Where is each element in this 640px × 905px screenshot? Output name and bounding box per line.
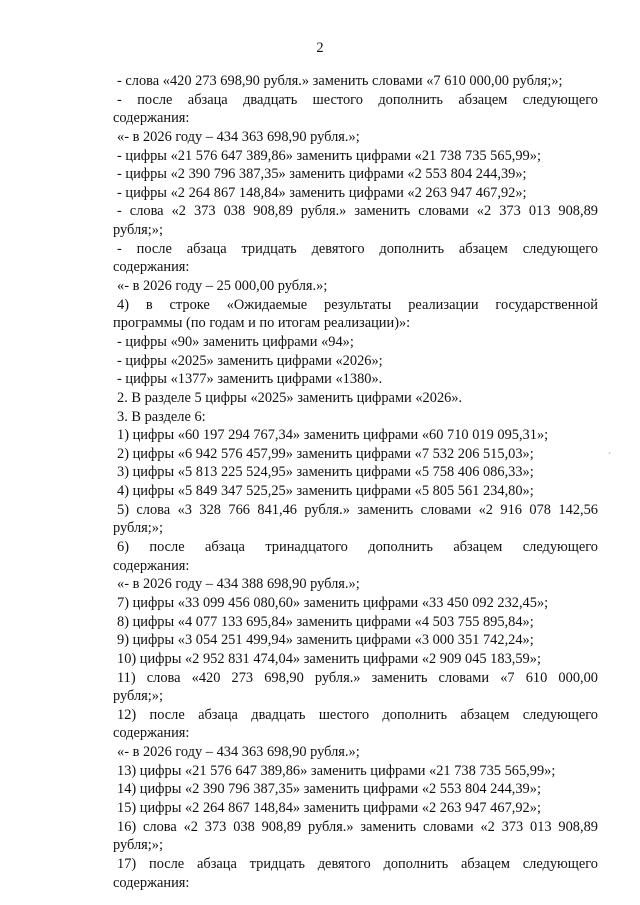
text-line: рубля;»;: [113, 688, 163, 705]
text-line: содержания:: [113, 725, 190, 742]
text-line: 2) цифры «6 942 576 457,99» заменить цифрами «7 532 206 515,03»;: [117, 445, 534, 462]
text-line: «- в 2026 году – 434 363 698,90 рубля.»;: [117, 744, 360, 761]
text-line: - цифры «21 576 647 389,86» заменить цифрами «21 738 735 565,99»;: [117, 147, 541, 164]
document-body: [113, 72, 598, 892]
text-line: 10) цифры «2 952 831 474,04» заменить цифрами «2 909 045 183,59»;: [117, 650, 541, 667]
text-line: рубля;»;: [113, 837, 163, 854]
text-line: рубля;»;: [113, 222, 163, 239]
text-line: - цифры «2 264 867 148,84» заменить цифрами «2 263 947 467,92»;: [117, 184, 527, 201]
text-line: - цифры «2025» заменить цифрами «2026»;: [117, 352, 383, 369]
text-line: 4) в строке «Ожидаемые результаты реализации государственной: [117, 296, 598, 313]
text-line: 2. В разделе 5 цифры «2025» заменить цифрами «2026».: [117, 389, 463, 406]
text-line: 7) цифры «33 099 456 080,60» заменить цифрами «33 450 092 232,45»;: [117, 594, 549, 611]
text-line: - цифры «90» заменить цифрами «94»;: [117, 333, 354, 350]
scan-speck: ´: [608, 451, 611, 461]
text-line: «- в 2026 году – 434 363 698,90 рубля.»;: [117, 128, 360, 145]
text-line: содержания:: [113, 874, 190, 891]
text-line: 17) после абзаца тридцать девятого дополнить абзацем следующего: [117, 855, 598, 872]
text-line: рубля;»;: [113, 520, 163, 537]
text-line: 14) цифры «2 390 796 387,35» заменить цифрами «2 553 804 244,39»;: [117, 781, 541, 798]
text-line: 3) цифры «5 813 225 524,95» заменить цифрами «5 758 406 086,33»;: [117, 464, 534, 481]
page-number: 2: [316, 40, 324, 56]
text-line: - слова «2 373 038 908,89 рубля.» заменить словами «2 373 013 908,89: [117, 203, 598, 220]
text-line: - слова «420 273 698,90 рубля.» заменить словами «7 610 000,00 рубля;»;: [117, 73, 563, 89]
text-line: «- в 2026 году – 434 388 698,90 рубля.»;: [117, 576, 360, 593]
text-line: 13) цифры «21 576 647 389,86» заменить цифрами «21 738 735 565,99»;: [117, 762, 556, 779]
text-line: 15) цифры «2 264 867 148,84» заменить цифрами «2 263 947 467,92»;: [117, 799, 541, 816]
text-line: - после абзаца двадцать шестого дополнить абзацем следующего: [117, 91, 598, 108]
text-line: 12) после абзаца двадцать шестого дополнить абзацем следующего: [117, 706, 598, 723]
text-line: «- в 2026 году – 25 000,00 рубля.»;: [117, 278, 328, 295]
text-line: 4) цифры «5 849 347 525,25» заменить цифрами «5 805 561 234,80»;: [117, 483, 534, 500]
text-line: 5) слова «3 328 766 841,46 рубля.» заменить словами «2 916 078 142,56: [117, 501, 598, 518]
text-line: 3. В разделе 6:: [117, 408, 206, 425]
text-line: 11) слова «420 273 698,90 рубля.» заменить словами «7 610 000,00: [117, 669, 598, 686]
text-line: программы (по годам и по итогам реализации)»:: [113, 315, 411, 332]
text-line: содержания:: [113, 259, 190, 276]
text-line: - цифры «2 390 796 387,35» заменить цифрами «2 553 804 244,39»;: [117, 166, 527, 183]
text-line: содержания:: [113, 557, 190, 574]
text-line: 1) цифры «60 197 294 767,34» заменить цифрами «60 710 019 095,31»;: [117, 427, 549, 444]
text-line: 16) слова «2 373 038 908,89 рубля.» заменить словами «2 373 013 908,89: [117, 818, 598, 835]
text-line: - после абзаца тридцать девятого дополнить абзацем следующего: [117, 240, 598, 257]
text-line: 9) цифры «3 054 251 499,94» заменить цифрами «3 000 351 742,24»;: [117, 632, 534, 649]
text-line: содержания:: [113, 110, 190, 127]
text-line: - цифры «1377» заменить цифрами «1380».: [117, 371, 383, 388]
text-line: 6) после абзаца тринадцатого дополнить абзацем следующего: [117, 539, 598, 556]
text-line: 8) цифры «4 077 133 695,84» заменить цифрами «4 503 755 895,84»;: [117, 613, 534, 630]
